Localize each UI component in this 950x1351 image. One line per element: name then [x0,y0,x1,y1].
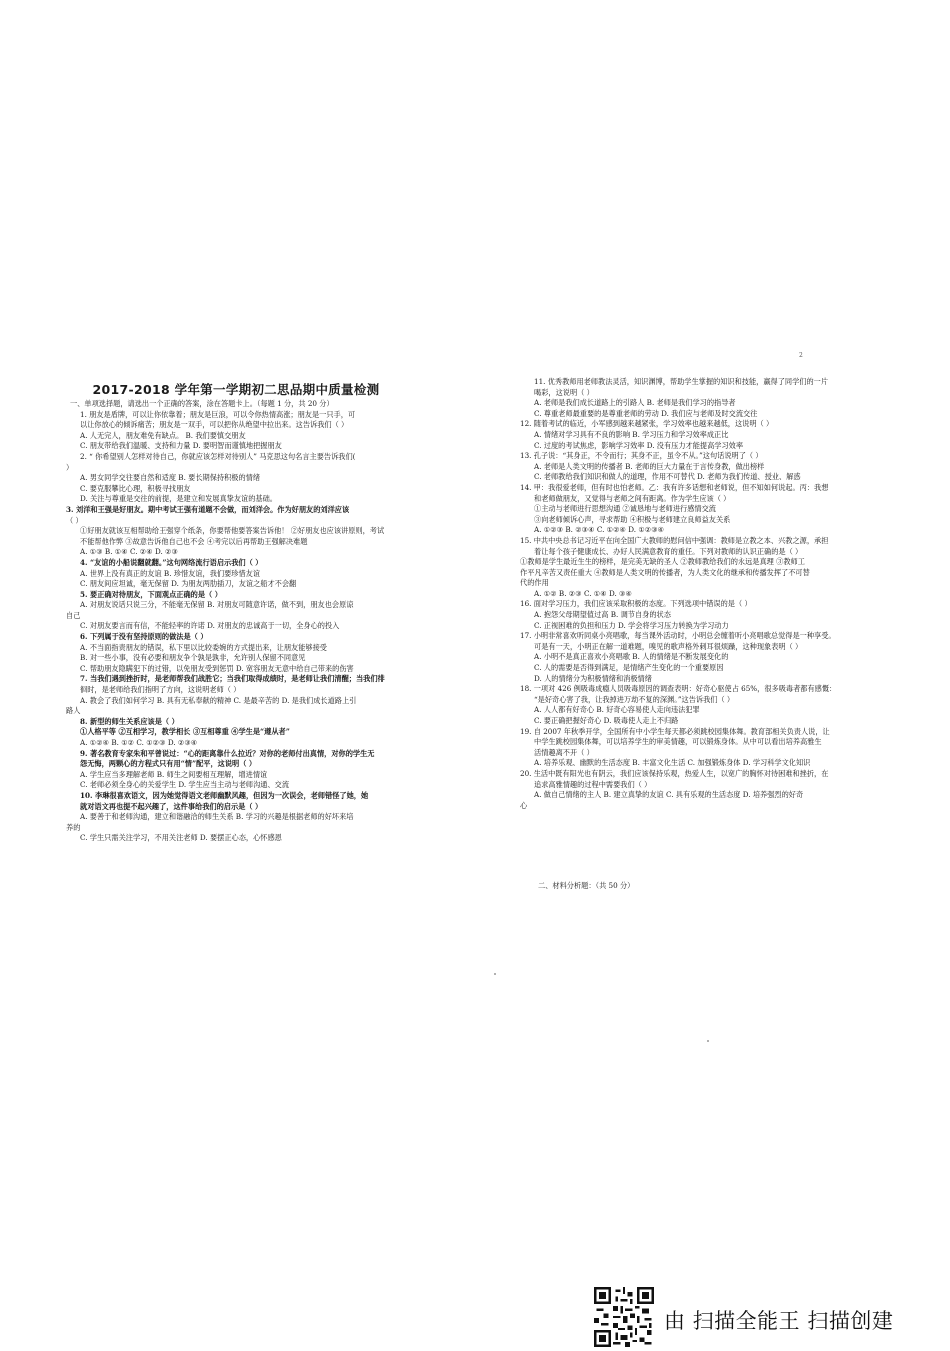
text-line: A. 老师是我们成长道路上的引路人 B. 老师是我们学习的指导者 [534,398,736,408]
text-line: C. 朋友间应坦诚，毫无保留 D. 为朋友两肋插刀，友谊之船才不会翻 [80,579,297,589]
right-column [520,377,868,811]
text-line: A. 男女同学交往要自然和适度 B. 要长期保持积极的情绪 [80,473,261,483]
text-line: 自己 [66,610,81,620]
text-line: 怨无悔，两颗心的方程式只有用“情”配平，这说明（ ） [80,759,257,769]
text-line: C. 对朋友要言而有信，不能轻率的许诺 D. 对朋友的忠诚高于一切，全身心的投入 [80,621,340,631]
text-line: A. 要善于和老师沟通，建立和谐融洽的师生关系 B. 学习的兴趣是根据老师的好坏来培 [80,812,354,822]
text-line: C. 正视困难的负担和压力 D. 学会将学习压力转换为学习动力 [534,620,729,630]
text-line: A. 人人都有好奇心 B. 好奇心容易使人走向违法犯罪 [534,705,700,715]
text-line: D. 关注与尊重是交往的前提，是建立和发展真挚友谊的基础。 [80,494,277,504]
text-line: 中学生跳校园集体舞，可以培养学生的审美情趣，可以锻炼身体。从中可以看出培养高雅生 [534,737,822,747]
text-line: 心 [520,800,528,810]
text-line: C. 帮助朋友隐瞒犯下的过错，以免朋友受到惩罚 D. 宽容朋友无意中给自己带来的伤害 [80,663,354,673]
text-line: 喝彩，这说明（ ） [534,387,594,397]
text-line: 6. 下列属于没有坚持原则的做法是（ ） [80,632,208,642]
text-line: ①人格平等 ②互相学习，教学相长 ③互相尊重 ④学生是“遵从者” [80,727,290,737]
text-line: A. 抱怨父母期望值过高 B. 调节自身的状态 [534,610,671,620]
text-line: 可是有一天，小明正在解一道难题，嗅见的歌声格外刺耳很烦躁，这种现象表明（ ） [534,641,803,651]
scan-speck [707,1040,709,1042]
text-line: 和老师做朋友，又觉得与老师之间有距离。作为学生应该（ ） [534,493,731,503]
text-line: 4. “友谊的小船说翻就翻。”这句网络流行语启示我们（ ） [80,557,263,567]
text-line: A. 做自己情绪的主人 B. 建立真挚的友谊 C. 具有乐观的生活态度 D. 培养强烈的好奇 [534,790,804,800]
text-line: A. 学生应当多理解老师 B. 师生之间要相互理解，增进情谊 [80,769,268,779]
section-two-heading: 二、材料分析题：（共 50 分） [538,881,635,890]
text-line: C. 学生只需关注学习，不用关注老师 D. 要摆正心态，心怀感恩 [80,833,282,843]
text-line: A. ①②③ B. ②③④ C. ①②④ D. ①②③④ [534,525,665,535]
text-line: C. 过度的考试焦虑，影响学习效率 D. 没有压力才能提高学习效率 [534,440,744,450]
text-line: A. 教会了我们如何学习 B. 具有无私奉献的精神 C. 是最辛苦的 D. 是我们成长道路上引 [80,695,357,705]
text-line: 17. 小明非常喜欢听同桌小亮唱歌，每当课外活动时，小明总会缠着听小亮唱歌总觉得是一种享受。 [520,631,836,641]
text-line: C. 人的需要是否得到满足，是情绪产生变化的一个重要原因 [534,663,724,673]
text-line: 徊时，是老师给我们指明了方向，这说明老师（ ） [80,685,241,695]
text-line: A. 培养乐观、幽默的生活态度 B. 丰富文化生活 C. 加强锻炼身体 D. 学习科学文化知识 [534,758,811,768]
text-line: 1. 朋友是盾牌，可以让你依靠着；朋友是巨浪，可以令你热情高涨；朋友是一只手，可 [80,409,356,419]
text-line: 不能帮他作弊 ③故意告诉他自己也不会 ④考完以后再帮助王强解决难题 [80,536,308,546]
right-question-lines [520,377,868,811]
page-title: 2017-2018 学年第一学期初二思品期中质量检测 [92,382,380,397]
text-line: 追求高雅情趣的过程中需要我们（ ） [534,779,652,789]
text-line: B. 对一些小事，没有必要和朋友争个孰是孰非，允许别人保留不同意见 [80,653,306,663]
scanner-watermark [594,1287,934,1351]
text-line: C. 朋友带给我们温暖、支持和力量 D. 要明智而谨慎地把握朋友 [80,441,282,451]
text-line: 15. 中共中央总书记习近平在向全国广大教师的慰问信中强调：教师是立教之本、兴教之源，承担 [520,535,829,545]
text-line: 代的作用 [520,578,549,588]
text-line: A. 对朋友说话只说三分，不能毫无保留 B. 对朋友可随意许诺，做不到，朋友也会原谅 [80,600,354,610]
text-line: 16. 面对学习压力，我们应该采取积极的态度。下列选项中错误的是（ ） [520,599,752,609]
text-line: 18. 一项对 426 例吸毒成瘾人员吸毒原因的调查表明：好奇心驱使占 65%，很多吸毒者都有感慨： [520,684,837,694]
left-column [66,382,406,844]
text-line: A. 老师是人类文明的传播者 B. 老师的巨大力量在于言传身教，做出榜样 [534,461,765,471]
text-line: 2. “ 你希望别人怎样对待自己，你就应该怎样对待别人” 马克思这句名言主要告诉我们( [80,451,356,461]
text-line: 着让每个孩子健康成长、办好人民满意教育的重任。下列对教师的认识正确的是（ ） [534,546,803,556]
text-line: ①好朋友就该互相帮助给王强穿个纸条，你要帮他要答案告诉他！ ②好朋友也应该讲原则，考试 [80,526,385,536]
text-line: D. 人的情绪分为积极情绪和消极情绪 [534,673,652,683]
text-line: （ ） [66,515,83,525]
text-line: 7. 当我们遇到挫折时，是老师帮我们战胜它；当我们取得成绩时，是老师让我们清醒；当我们徘 [80,674,385,684]
left-question-lines [66,399,406,844]
text-line: ①教师是学生最近生生的榜样，是完美无缺的圣人 ②教师教给我们的永远是真理 ③教师工 [520,557,805,567]
scanner-watermark-text: 由 扫描全能王 扫描创建 [664,1309,894,1333]
text-line: 就对语文再也提不起兴趣了，这件事给我们的启示是（ ） [80,801,263,811]
text-line: A. ①②④ B. ①② C. ①②③ D. ②③④ [80,738,198,747]
scan-speck [494,973,496,975]
text-line: 活情趣离不开（ ） [534,747,594,757]
text-line: A. ①③ B. ①④ C. ②④ D. ②③ [80,547,178,557]
text-line: 一、单项选择题，请选出一个正确的答案，涂在答题卡上。（每题 1 分，共 20 分） [70,399,334,408]
text-line: C. 尊重老师最重要的是尊重老师的劳动 D. 我们应与老师及时交流交往 [534,408,758,418]
qr-code-icon [594,1287,654,1347]
page-mark: 2 [799,352,803,359]
text-line: 14. 甲：我很爱老师，但有时也怕老师。乙：我有许多话想和老师说，但不知如何说起。丙：我想 [520,482,829,492]
text-line: C. 要正确把握好奇心 D. 吸毒使人走上不归路 [534,716,679,725]
text-line: 9. 著名教育专家朱和平曾说过：“心的距离靠什么拉近？对你的老师付出真情，对你的学生无 [80,748,375,758]
text-line: ③向老师倾诉心声，寻求帮助 ④积极与老师建立良师益友关系 [534,514,731,524]
text-line: 11. 优秀教师用老师教法灵活，知识渊博，帮助学生掌握的知识和技能，赢得了同学们的一片 [534,377,829,386]
text-line: 20. 生活中既有阳光也有阴云，我们应该保持乐观，热爱人生，以宽广的胸怀对待困难和挫折，在 [520,768,829,778]
text-line: 13. 孔子说：“其身正，不令而行；其身不正，虽令不从。”这句话说明了（ ） [520,451,763,461]
text-line: A. 不当面指责朋友的错误，私下里以比较委婉的方式提出来，让朋友能够接受 [80,642,327,652]
text-line: 10. 李琳很喜欢语文，因为她觉得语文老师幽默风趣，但因为一次误会，老师错怪了她，她 [80,790,369,800]
text-line: C. 老师教给我们知识和做人的道理，作用不可替代 D. 老师为我们传道、授业、解惑 [534,472,801,482]
text-line: C. 要克服攀比心理，积极寻找朋友 [80,483,191,493]
text-line: 作平凡辛苦又责任重大 ④教师是人类文明的传播者，为人类文化的继承和传播发挥了不可替 [520,567,810,577]
text-line: A. 世界上没有真正的友谊 B. 珍惜友谊，我们要珍惜友谊 [80,568,261,578]
text-line: 以让你放心的倾诉痛苦；朋友是一双手，可以把你从绝望中拉出来。这告诉我们（ ） [80,420,349,430]
text-line: A. 小明不是真正喜欢小亮唱歌 B. 人的情绪是不断发展变化的 [534,652,729,662]
text-line: 5. 要正确对待朋友，下面观点正确的是（ ） [80,589,222,599]
text-line: 路人 [66,706,81,716]
text-line: 12. 随着考试的临近，小军感到越来越紧张，学习效率也越来越低，这说明（ ） [520,419,774,429]
text-line: C. 老师必须全身心的关爱学生 D. 学生应当主动与老师沟通、交流 [80,780,290,790]
text-line: A. 情绪对学习具有不良的影响 B. 学习压力和学习效率成正比 [534,429,729,439]
text-line: 3. 刘洋和王强是好朋友。期中考试王强有道题不会做，而刘洋会。作为好朋友的刘洋应该 [66,504,350,514]
text-line: “是好奇心害了我，让我掉进万劫不复的深渊。”这告诉我们（ ） [534,694,735,704]
text-line: 8. 新型的师生关系应该是（ ） [80,716,179,726]
text-line: 19. 自 2007 年秋季开学，全国所有中小学生每天都必须跳校园集体舞。教育部相关负责人说，让 [520,726,830,736]
text-line: A. ①② B. ②③ C. ①④ D. ③④ [534,588,632,598]
text-line: A. 人无完人，朋友难免有缺点。 B. 我们要慎交朋友 [80,430,246,440]
text-line: 养的 [66,822,81,832]
text-line: ①主动与老师进行思想沟通 ②诚恳地与老师进行感情交流 [534,504,716,514]
text-line: ） [66,462,74,472]
